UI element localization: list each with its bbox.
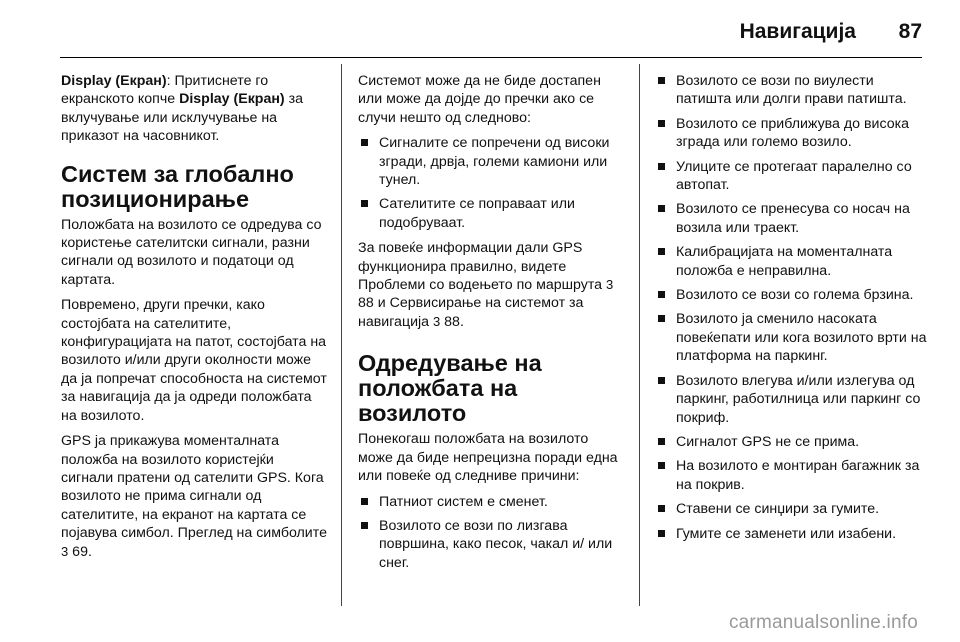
bullet-square-icon (361, 200, 368, 207)
list-item: Ставени се синџири за гумите. (655, 500, 927, 518)
list-item: Возилото се вози со голема брзина. (655, 286, 927, 304)
list-item: Возилото влегува и/или излегува од паркинг, работилница или паркинг со покриф. (655, 372, 927, 427)
page-ref-icon: 3 (606, 277, 614, 293)
gps-paragraph-2: Повремено, други пречки, како состојбата на сателитите, конфигурацијата на патот, состојбата на возилото и/или други околности може да ја попречат способноста на системот за навигација да ја одреди положбата на возилото. (61, 297, 327, 424)
bullet-square-icon (658, 377, 665, 384)
gps-paragraph-3-text: GPS ја прикажува моменталната положба на возилото користејќи сигнали пратени од сателити GPS. Кога возилото не прима сигнали од сателитите, на екранот на картата се појавува симбол. Преглед на симболите (61, 433, 327, 542)
gps-info-paragraph: За повеќе информации дали GPS функционира правилно, видете Проблеми со водењето по маршрута 3 88 и Сервисирање на системот за навигација 3 88. (358, 240, 614, 330)
list-item: Улиците се протегаат паралелно со автопат. (655, 158, 927, 195)
bullet-square-icon (361, 139, 368, 146)
list-item: Возилото се приближува до висока зграда или големо возило. (655, 115, 927, 152)
watermark: carmanualsonline.info (728, 612, 918, 633)
page-header (0, 0, 960, 58)
reasons-list-continued (655, 72, 927, 543)
display-term-2: Display (Екран) (179, 91, 285, 108)
list-item: Возилото се пренесува со носач на возила или траект. (655, 200, 927, 237)
list-item: Сигналите се попречени од високи згради, дрвја, големи камиони или тунел. (358, 134, 626, 189)
list-item: Калибрацијата на моменталната положба е неправилна. (655, 243, 927, 280)
bullet-square-icon (658, 505, 665, 512)
display-paragraph (61, 72, 327, 146)
list-item: Сателитите се поправаат или подобруваат. (358, 195, 626, 232)
gps-paragraph-3 (61, 432, 327, 561)
column-divider-1 (341, 64, 342, 606)
list-item: Возилото се вози по лизгава површина, како песок, чакал и/ или снег. (358, 517, 626, 572)
column-2 (358, 72, 626, 579)
list-item: Патниот систем е сменет. (358, 493, 626, 511)
bullet-square-icon (658, 205, 665, 212)
bullet-square-icon (658, 462, 665, 469)
position-paragraph: Понекогаш положбата на возилото може да биде непрецизна поради една или повеќе од следниве причини: (358, 431, 618, 485)
page-ref-icon: 3 (432, 313, 441, 329)
bullet-square-icon (361, 522, 368, 529)
list-item: На возилото е монтиран багажник за на покрив. (655, 457, 927, 494)
display-text-1: : Притиснете го екранското копче (61, 73, 269, 108)
list-item: Возилото ја сменило насоката повеќепати или кога возилото врти на платформа на паркинг. (655, 310, 927, 365)
bullet-square-icon (658, 438, 665, 445)
bullet-square-icon (658, 291, 665, 298)
page-number: 87 (898, 20, 922, 43)
page-ref-number: 69. (68, 543, 92, 560)
column-3 (655, 72, 927, 550)
interference-list (358, 134, 626, 232)
bullet-square-icon (658, 248, 665, 255)
position-heading: Одредување на положбата на возилото (358, 350, 542, 427)
list-item: Возилото се вози по виулести патишта или долги прави патишта. (655, 72, 927, 109)
list-item: Гумите се заменети или изабени. (655, 525, 927, 543)
col2-intro: Системот може да не биде достапен или може да дојде до пречки ако се случи нешто од следново: (358, 73, 601, 126)
gps-heading: Систем за глобално позиционирање (61, 160, 294, 212)
display-term: Display (Екран) (61, 73, 167, 89)
bullet-square-icon (658, 530, 665, 537)
bullet-square-icon (658, 315, 665, 322)
page-title: Навигација (739, 20, 856, 43)
reasons-list (358, 493, 626, 573)
bullet-square-icon (658, 77, 665, 84)
bullet-square-icon (361, 498, 368, 505)
header-rule (60, 57, 922, 58)
page-ref-icon: 3 (61, 543, 69, 559)
gps-paragraph-1: Положбата на возилото се одредува со користење сателитски сигнали, разни сигнали од возилото и податоци од картата. (61, 216, 322, 288)
bullet-square-icon (658, 163, 665, 170)
bullet-square-icon (658, 120, 665, 127)
display-text-2: за вклучување или исклучување на приказот на часовникот. (61, 91, 303, 145)
column-1 (61, 72, 327, 568)
column-divider-2 (639, 64, 640, 606)
list-item: Сигналот GPS не се прима. (655, 433, 927, 451)
